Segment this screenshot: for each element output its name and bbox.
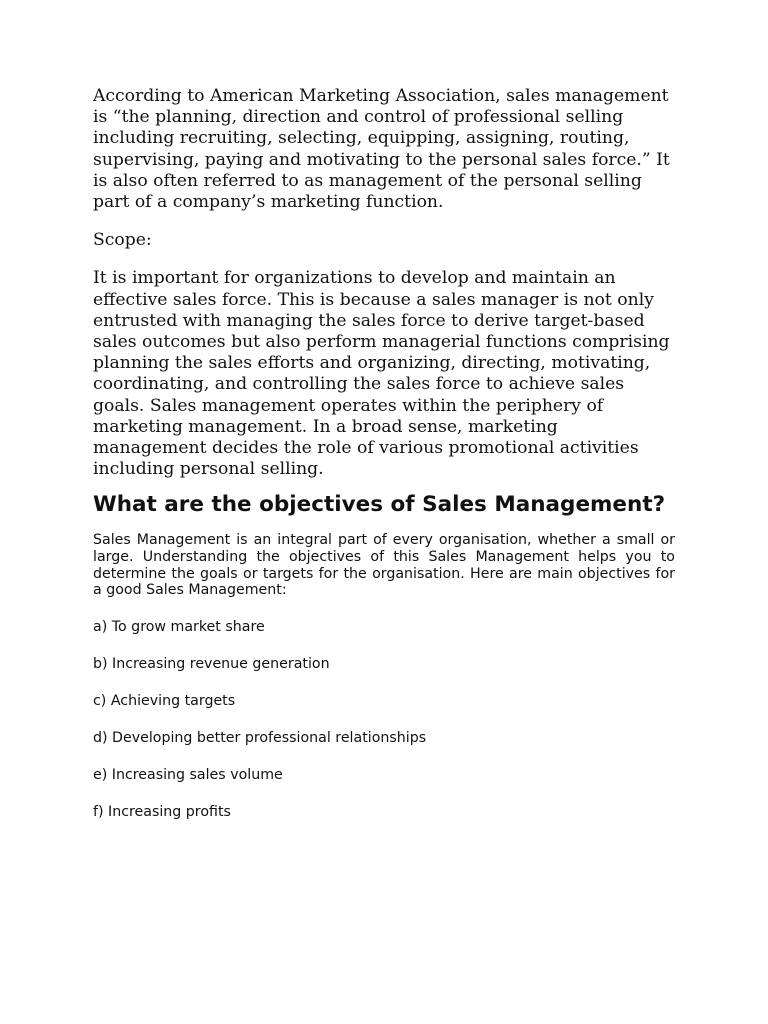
- list-item: b) Increasing revenue generation: [93, 655, 330, 672]
- document-page: [93, 86, 675, 841]
- list-item: a) To grow market share: [93, 618, 265, 635]
- objectives-intro: Sales Management is an integral part of every organisation, whether a small or large. Understanding the objectives of this Sales Management helps you to determine the goals or targets for the organisation. Here are main objectives for a good Sales Management:: [93, 532, 675, 599]
- objectives-list: [93, 619, 675, 821]
- list-item: f) Increasing profits: [93, 804, 231, 821]
- scope-paragraph: It is important for organizations to develop and maintain an effective sales force. This is because a sales manager is not only entrusted with managing the sales force to derive target-based sales outcomes but also perform managerial functions comprising planning the sales efforts and organizing, directing, motivating, coordinating, and controlling the sales force to achieve sales goals. Sales management operates within the periphery of marketing management. In a broad sense, marketing management decides the role of various promotional activities including personal selling.: [93, 268, 670, 480]
- objectives-heading: What are the objectives of Sales Management?: [93, 492, 666, 518]
- list-item: d) Developing better professional relationships: [93, 730, 427, 747]
- scope-label: Scope:: [93, 230, 152, 251]
- intro-paragraph: According to American Marketing Association, sales management is “the planning, direction and control of professional selling including recruiting, selecting, equipping, assigning, routing, supervising, paying and motivating to the personal sales force.” It is also often referred to as management of the personal selling part of a company’s marketing function.: [93, 86, 670, 213]
- list-item: e) Increasing sales volume: [93, 767, 283, 784]
- list-item: c) Achieving targets: [93, 693, 236, 710]
